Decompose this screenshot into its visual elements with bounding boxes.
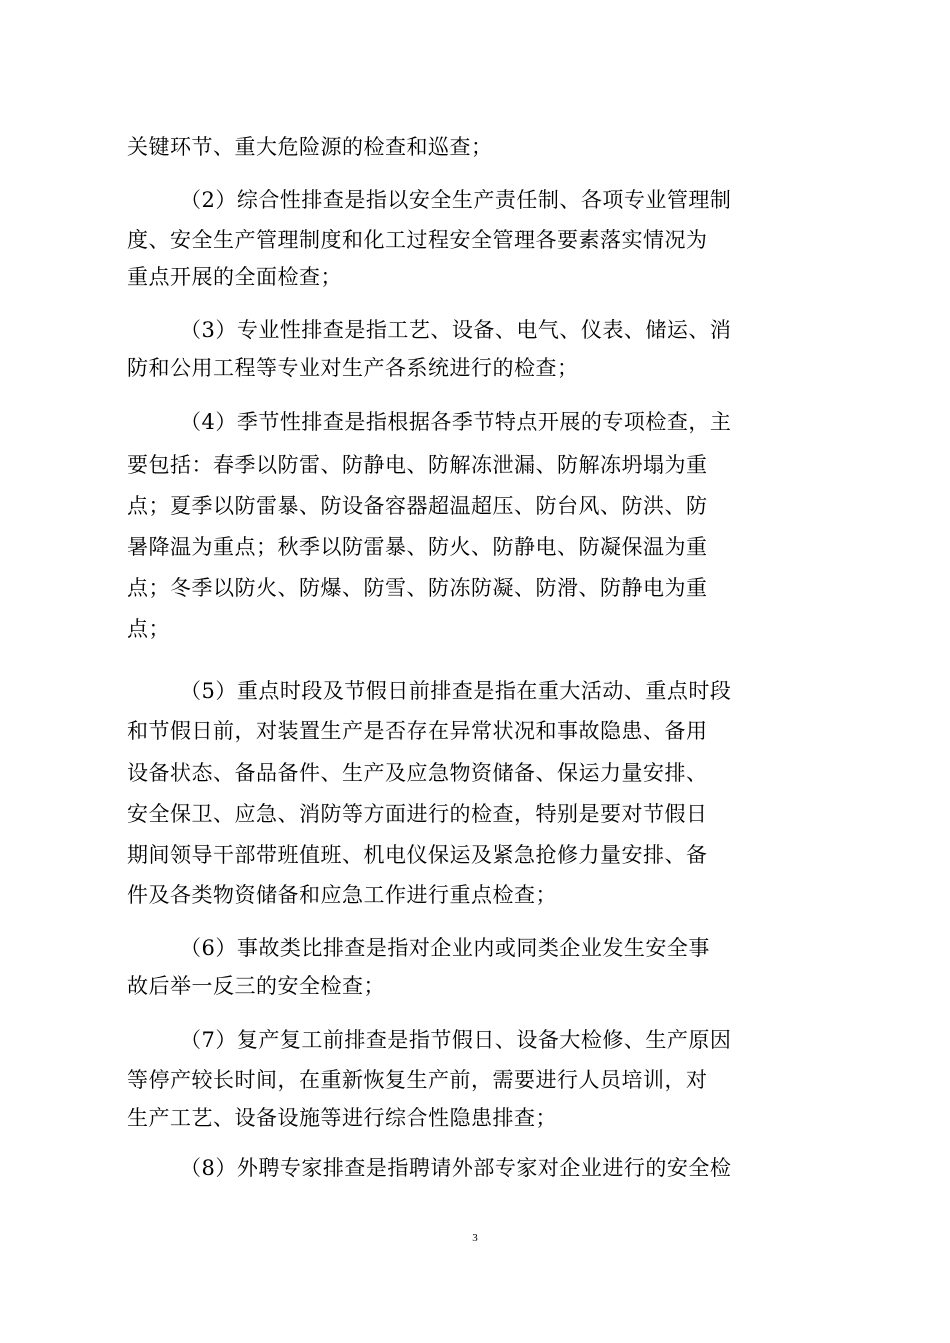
text-line: 件及各类物资储备和应急工作进行重点检查； — [127, 883, 557, 907]
text-line: 设备状态、备品备件、生产及应急物资储备、保运力量安排、 — [127, 761, 708, 785]
text-line: 等停产较长时间，在重新恢复生产前，需要进行人员培训，对 — [127, 1068, 708, 1092]
text-line: 和节假日前，对装置生产是否存在异常状况和事故隐患、备用 — [127, 719, 708, 743]
text-line: 防和公用工程等专业对生产各系统进行的检查； — [127, 356, 579, 380]
text-line: 重点开展的全面检查； — [127, 265, 342, 289]
text-line: （8）外聘专家排查是指聘请外部专家对企业进行的安全检 — [180, 1156, 732, 1180]
text-line: （4）季节性排查是指根据各季节特点开展的专项检查，主 — [180, 410, 732, 434]
text-line: 点；夏季以防雷暴、防设备容器超温超压、防台风、防洪、防 — [127, 494, 708, 518]
text-line: 关键环节、重大危险源的检查和巡查； — [127, 135, 493, 159]
text-line: 安全保卫、应急、消防等方面进行的检查，特别是要对节假日 — [127, 802, 708, 826]
text-line: 点； — [127, 617, 170, 641]
page-number: 3 — [472, 1232, 478, 1244]
text-line: （7）复产复工前排查是指节假日、设备大检修、生产原因 — [180, 1028, 732, 1052]
text-line: 故后举一反三的安全检查； — [127, 974, 385, 998]
text-line: （5）重点时段及节假日前排查是指在重大活动、重点时段 — [180, 679, 732, 703]
text-line: 生产工艺、设备设施等进行综合性隐患排查； — [127, 1106, 557, 1130]
text-line: 度、安全生产管理制度和化工过程安全管理各要素落实情况为 — [127, 228, 708, 252]
text-line: 暑降温为重点；秋季以防雷暴、防火、防静电、防凝保温为重 — [127, 535, 708, 559]
text-line: （2）综合性排查是指以安全生产责任制、各项专业管理制 — [180, 188, 732, 212]
text-line: （3）专业性排查是指工艺、设备、电气、仪表、储运、消 — [180, 318, 732, 342]
text-line: 点；冬季以防火、防爆、防雪、防冻防凝、防滑、防静电为重 — [127, 576, 708, 600]
text-line: 要包括：春季以防雷、防静电、防解冻泄漏、防解冻坍塌为重 — [127, 453, 708, 477]
text-line: 期间领导干部带班值班、机电仪保运及紧急抢修力量安排、备 — [127, 843, 708, 867]
text-line: （6）事故类比排查是指对企业内或同类企业发生安全事 — [180, 936, 710, 960]
